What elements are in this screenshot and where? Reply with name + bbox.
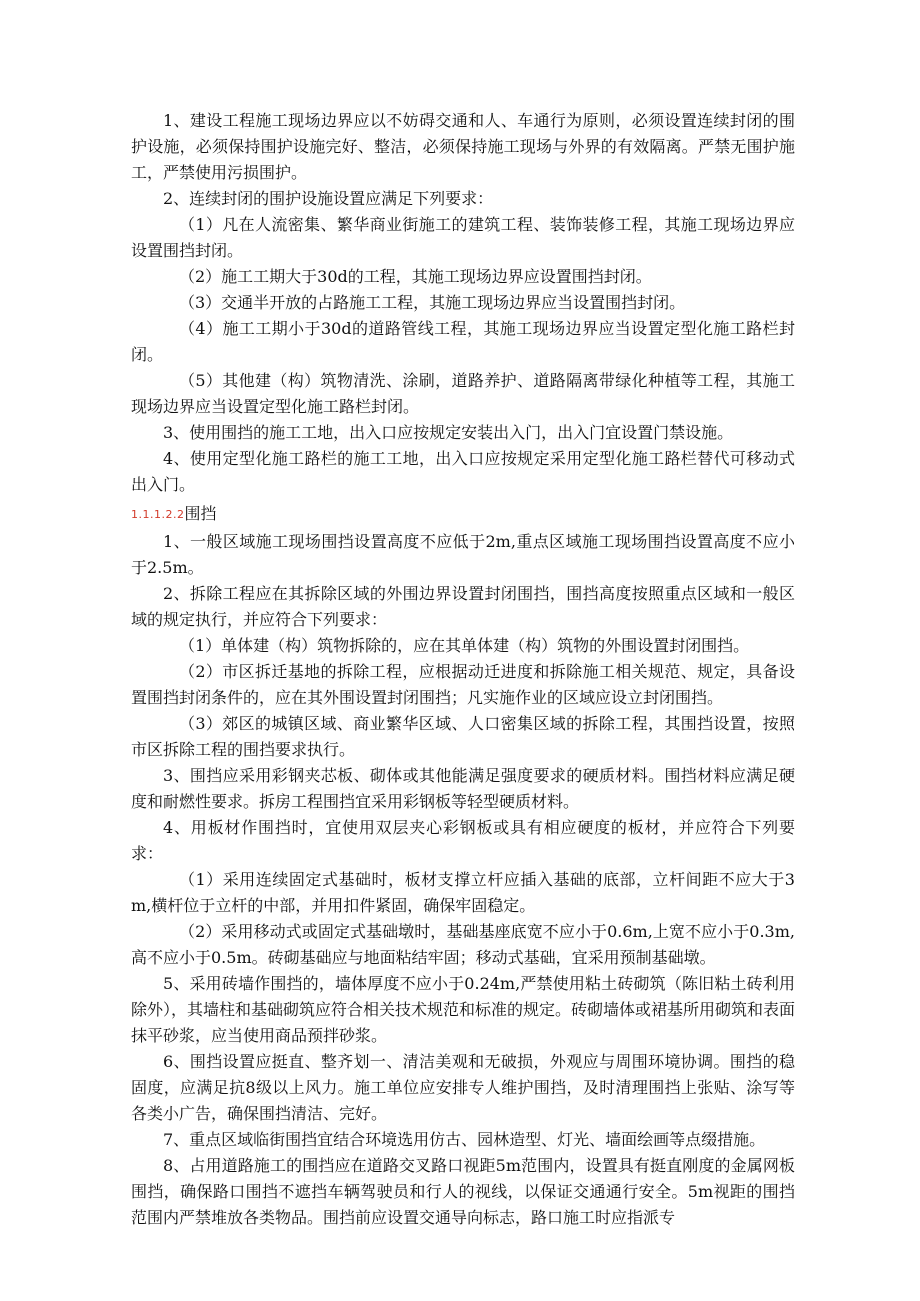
paragraph-b4: 4、用板材作围挡时，宜使用双层夹心彩钢板或具有相应硬度的板材，并应符合下列要求： [131,818,795,863]
paragraph-a2-item3: （3）交通半开放的占路施工工程，其施工现场边界应当设置围挡封闭。 [179,293,686,312]
paragraph-b2: 2、拆除工程应在其拆除区域的外围边界设置封闭围挡，围挡高度按照重点区域和一般区域的规定执行，并应符合下列要求： [131,584,795,629]
paragraph-a3: 3、使用围挡的施工工地，出入口应按规定安装出入门，出入门宜设置门禁设施。 [163,423,734,442]
paragraph-b4-item2: （2）采用移动式或固定式基础墩时，基础基座底宽不应小于0.6m,上宽不应小于0.3m,高不应小于0.5m。砖砌基础应与地面粘结牢固；移动式基础，宜采用预制基础墩。 [131,922,795,967]
paragraph-b4-item1: （1）采用连续固定式基础时，板材支撑立杆应插入基础的底部，立杆间距不应大于3m,横杆位于立杆的中部，并用扣件紧固，确保牢固稳定。 [131,870,795,915]
section-heading-title: 围挡 [184,504,217,523]
paragraph-a2-item2: （2）施工工期大于30d的工程，其施工现场边界应设置围挡封闭。 [179,267,652,286]
paragraph-b8: 8、占用道路施工的围挡应在道路交叉路口视距5m范围内，设置具有挺直刚度的金属网板围挡，确保路口围挡不遮挡车辆驾驶员和行人的视线，以保证交通通行安全。5m视距的围挡范围内严禁堆放各类物品。围挡前应设置交通导向标志，路口施工时应指派专 [131,1156,795,1227]
section-heading [131,500,795,529]
paragraph-a1: 1、建设工程施工现场边界应以不妨碍交通和人、车通行为原则，必须设置连续封闭的围护设施，必须保持围护设施完好、整洁，必须保持施工现场与外界的有效隔离。严禁无围护施工，严禁使用污损围护。 [131,111,795,182]
paragraph-b3: 3、围挡应采用彩钢夹芯板、砌体或其他能满足强度要求的硬质材料。围挡材料应满足硬度和耐燃性要求。拆房工程围挡宜采用彩钢板等轻型硬质材料。 [131,766,795,811]
section-heading-number: 1.1.1.2.2 [131,508,185,521]
paragraph-b2-item1: （1）单体建（构）筑物拆除的，应在其单体建（构）筑物的外围设置封闭围挡。 [179,636,750,655]
paragraph-b6: 6、围挡设置应挺直、整齐划一、清洁美观和无破损，外观应与周围环境协调。围挡的稳固度，应满足抗8级以上风力。施工单位应安排专人维护围挡，及时清理围挡上张贴、涂写等各类小广告，确保围挡清洁、完好。 [131,1052,795,1123]
paragraph-b1: 1、一般区域施工现场围挡设置高度不应低于2m,重点区域施工现场围挡设置高度不应小于2.5m。 [131,532,795,577]
paragraph-b7: 7、重点区域临街围挡宜结合环境选用仿古、园林造型、灯光、墙面绘画等点缀措施。 [163,1130,766,1149]
paragraph-a2-item5: （5）其他建（构）筑物清洗、涂刷，道路养护、道路隔离带绿化种植等工程，其施工现场边界应当设置定型化施工路栏封闭。 [131,371,795,416]
paragraph-b5: 5、采用砖墙作围挡的，墙体厚度不应小于0.24m,严禁使用粘土砖砌筑（陈旧粘土砖利用除外），其墙柱和基础砌筑应符合相关技术规范和标准的规定。砖砌墙体或裙基所用砌筑和表面抹平砂浆，应当使用商品预拌砂浆。 [131,974,796,1045]
paragraph-a2: 2、连续封闭的围护设施设置应满足下列要求： [163,189,494,208]
paragraph-a2-item1: （1）凡在人流密集、繁华商业街施工的建筑工程、装饰装修工程，其施工现场边界应设置围挡封闭。 [131,215,795,260]
paragraph-a2-item4: （4）施工工期小于30d的道路管线工程，其施工现场边界应当设置定型化施工路栏封闭。 [131,319,795,364]
document-page [131,108,795,1231]
paragraph-a4: 4、使用定型化施工路栏的施工工地，出入口应按规定采用定型化施工路栏替代可移动式出入门。 [131,449,795,494]
paragraph-b2-item2: （2）市区拆迁基地的拆除工程，应根据动迁进度和拆除施工相关规范、规定，具备设置围挡封闭条件的，应在其外围设置封闭围挡；凡实施作业的区域应设立封闭围挡。 [131,662,795,707]
paragraph-b2-item3: （3）郊区的城镇区域、商业繁华区域、人口密集区域的拆除工程，其围挡设置，按照市区拆除工程的围挡要求执行。 [131,714,795,759]
